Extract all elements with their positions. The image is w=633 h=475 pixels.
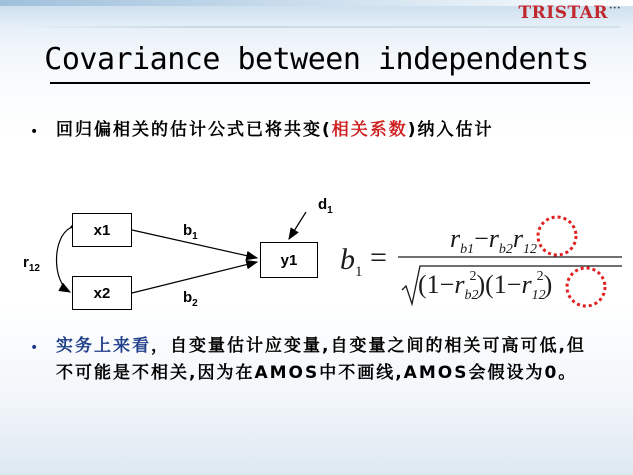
highlight-circle-num: [538, 217, 576, 255]
highlight-circle-den: [567, 268, 605, 306]
den-close: ): [543, 270, 553, 299]
bullet-marker-1: •: [30, 124, 39, 140]
b1-sub: 1: [192, 231, 198, 242]
lhs-b: b: [340, 243, 355, 276]
label-b1: [183, 222, 198, 242]
slide-title: Covariance between independents: [44, 42, 589, 77]
bullet1-text-before: 回归偏相关的估计公式已将共变(: [56, 120, 332, 140]
formula-equals: =: [370, 241, 387, 274]
label-r12: [23, 254, 40, 274]
r12-sub: 12: [28, 263, 40, 274]
bullet2-highlight: 实务上来看: [56, 336, 151, 356]
den-r1: r: [454, 270, 465, 299]
node-x2: x2: [72, 276, 132, 310]
den-exp1: 2: [469, 269, 477, 284]
r12-main: r: [23, 254, 29, 271]
logo-text: TRISTAR: [518, 3, 609, 23]
arrow-d1-y1: [289, 212, 306, 239]
den-open: (1−: [418, 270, 455, 299]
logo-mark: ···: [609, 3, 621, 14]
node-x1: x1: [72, 213, 132, 247]
b1-main: b: [183, 222, 193, 239]
label-b2: [183, 289, 198, 309]
bullet-text-2: [56, 333, 596, 387]
den-r2: r: [521, 270, 532, 299]
node-y1: y1: [260, 242, 318, 278]
b2-sub: 2: [192, 298, 198, 309]
formula-denominator: [418, 270, 552, 304]
formula-lhs: [340, 243, 363, 281]
d1-main: d: [318, 196, 328, 213]
num-r2: r: [488, 224, 499, 253]
num-r1: r: [450, 224, 461, 253]
formula-numerator: [450, 224, 537, 258]
bullet1-highlight: 相关系数: [331, 120, 408, 140]
bullet2-text: ，自变量估计应变量,自变量之间的相关可高可低,但不可能是不相关,因为在AMOS中不画线,AMOS会假设为0。: [56, 336, 586, 383]
num-r3-sub: 12: [523, 242, 538, 258]
den-r1-sub: b2: [464, 288, 479, 304]
label-d1: [318, 196, 333, 216]
den-mid: )(1−: [476, 270, 522, 299]
num-r1-sub: b1: [460, 242, 475, 258]
covariance-arc-r12: [57, 228, 71, 292]
bullet-marker-2: •: [30, 340, 39, 356]
bullet1-text-after: )纳入估计: [407, 120, 494, 140]
num-r2-sub: b2: [498, 242, 513, 258]
num-r3: r: [512, 224, 524, 253]
den-r2-sub: 12: [531, 288, 546, 304]
d1-sub: 1: [327, 205, 333, 216]
den-exp2: 2: [536, 269, 544, 284]
num-minus: −: [474, 224, 489, 253]
b2-main: b: [183, 289, 193, 306]
lhs-sub: 1: [355, 264, 363, 280]
